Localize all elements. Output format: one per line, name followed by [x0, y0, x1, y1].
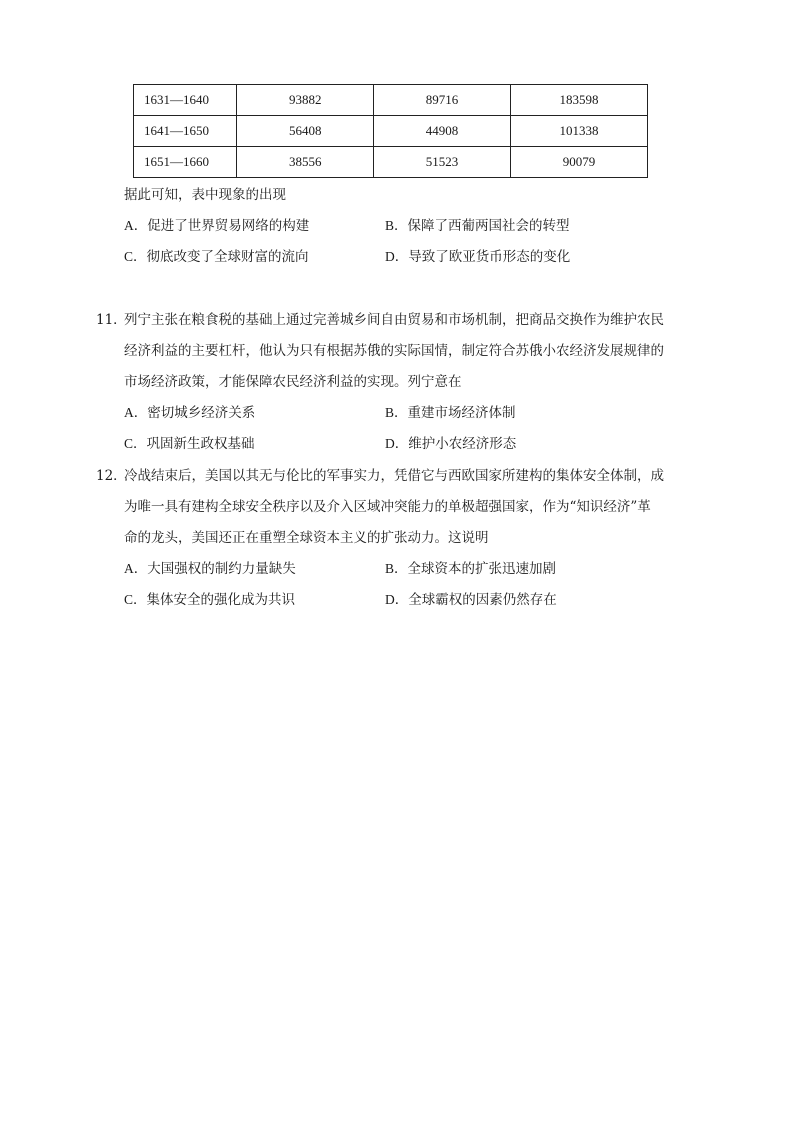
option-letter: C．	[124, 592, 147, 607]
option-text: 保障了西葡两国社会的转型	[407, 218, 570, 234]
table-cell-period: 1631—1640	[134, 85, 237, 116]
question-12-line-2: 为唯一具有建构全球安全秩序以及介入区域冲突能力的单极超强国家，作为“知识经济”革	[124, 499, 651, 515]
question-11-line-1: 列宁主张在粮食税的基础上通过完善城乡间自由贸易和市场机制，把商品交换作为维护农民	[124, 312, 664, 328]
q11-option-a[interactable]	[124, 404, 255, 422]
q12-option-a[interactable]	[124, 560, 296, 578]
table-cell: 51523	[374, 147, 511, 178]
question-12-line-3: 命的龙头，美国还正在重塑全球资本主义的扩张动力。这说明	[124, 530, 489, 546]
table-cell: 93882	[237, 85, 374, 116]
table-cell-period: 1651—1660	[134, 147, 237, 178]
question-10-stem: 据此可知，表中现象的出现	[124, 187, 286, 203]
option-text: 集体安全的强化成为共识	[146, 592, 296, 608]
table-cell: 89716	[374, 85, 511, 116]
q10-option-c[interactable]	[124, 248, 309, 266]
option-letter: C．	[124, 249, 147, 264]
option-text: 大国强权的制约力量缺失	[147, 561, 296, 577]
option-text: 巩固新生政权基础	[146, 436, 255, 452]
option-text: 全球资本的扩张迅速加剧	[407, 561, 557, 577]
q10-option-d[interactable]	[385, 248, 570, 266]
option-letter: D．	[385, 592, 409, 607]
option-letter: D．	[385, 249, 409, 264]
table-cell: 56408	[237, 116, 374, 147]
option-text: 维护小农经济形态	[408, 436, 517, 452]
option-text: 重建市场经济体制	[407, 405, 516, 421]
option-text: 导致了欧亚货币形态的变化	[408, 249, 571, 265]
table-row	[134, 116, 648, 147]
table-cell: 101338	[510, 116, 647, 147]
table-cell: 38556	[237, 147, 374, 178]
data-table	[133, 84, 648, 178]
question-12-line-1: 冷战结束后，美国以其无与伦比的军事实力，凭借它与西欧国家所建构的集体安全体制，成	[124, 468, 664, 484]
q10-option-a[interactable]	[124, 217, 309, 235]
q12-option-b[interactable]	[385, 560, 556, 578]
table-cell: 90079	[510, 147, 647, 178]
question-11-line-3: 市场经济政策，才能保障农民经济利益的实现。列宁意在	[124, 374, 462, 390]
question-11-number: 11．	[96, 312, 127, 328]
option-letter: B．	[385, 405, 408, 420]
table-cell-period: 1641—1650	[134, 116, 237, 147]
option-letter: A．	[124, 561, 148, 576]
table-row	[134, 85, 648, 116]
option-letter: D．	[385, 436, 409, 451]
option-letter: A．	[124, 405, 148, 420]
q11-option-d[interactable]	[385, 435, 516, 453]
q12-option-c[interactable]	[124, 591, 295, 609]
table-row	[134, 147, 648, 178]
table-cell: 44908	[374, 116, 511, 147]
table-cell: 183598	[510, 85, 647, 116]
question-11-line-2: 经济利益的主要杠杆，他认为只有根据苏俄的实际国情，制定符合苏俄小农经济发展规律的	[124, 343, 664, 359]
option-text: 密切城乡经济关系	[147, 405, 256, 421]
option-text: 彻底改变了全球财富的流向	[146, 249, 309, 265]
q11-option-b[interactable]	[385, 404, 516, 422]
option-letter: A．	[124, 218, 148, 233]
option-text: 促进了世界贸易网络的构建	[147, 218, 310, 234]
option-text: 全球霸权的因素仍然存在	[408, 592, 557, 608]
q10-option-b[interactable]	[385, 217, 570, 235]
option-letter: B．	[385, 218, 408, 233]
q12-option-d[interactable]	[385, 591, 557, 609]
question-12-number: 12．	[96, 468, 127, 484]
q11-option-c[interactable]	[124, 435, 255, 453]
option-letter: C．	[124, 436, 147, 451]
option-letter: B．	[385, 561, 408, 576]
